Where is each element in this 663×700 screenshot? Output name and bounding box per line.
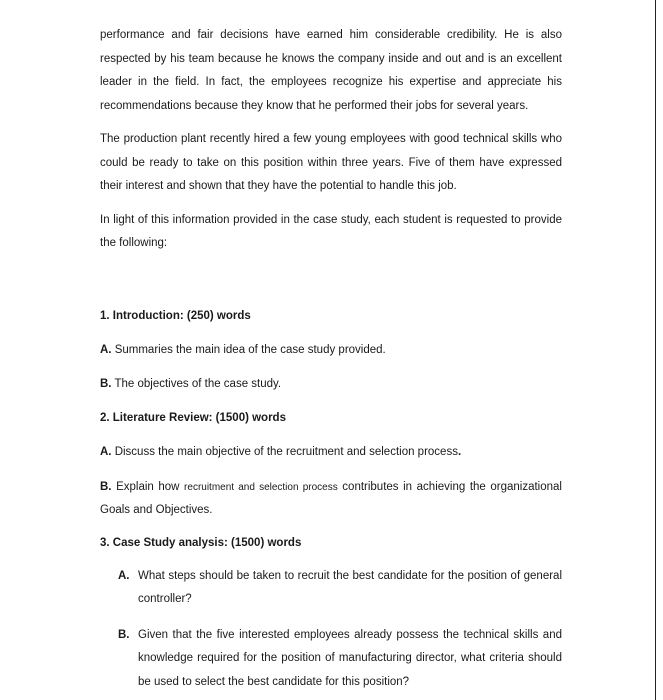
item-text: The objectives of the case study.: [111, 377, 282, 390]
item-text: Explain how: [111, 480, 185, 493]
item-label: A.: [118, 569, 130, 582]
item-text: Summaries the main idea of the case study provided.: [111, 343, 386, 356]
paragraph-credibility: performance and fair decisions have earned him considerable credibility. He is also respected by his team because he knows the company inside and out and is an excellent leader in the field. In fact, the employees recognize his expertise and appreciate his recommendations because they know that he performed their jobs for several years.: [100, 29, 562, 112]
intro-item-a: [100, 340, 562, 360]
item-text: contributes in achieving the organizational Goals and Objectives.: [100, 480, 562, 516]
item-label: B.: [100, 480, 112, 493]
literature-item-b: [100, 476, 562, 523]
heading-introduction: 1. Introduction: (250) words: [100, 309, 251, 322]
item-label: A.: [100, 343, 112, 356]
paragraph-new-hires: The production plant recently hired a few young employees with good technical skills who could be ready to take on this position within three years. Five of them have expressed their interest and shown that they have the potential to handle this job.: [100, 133, 562, 192]
item-text-small: recruitment and selection process: [184, 481, 338, 493]
item-text: Discuss the main objective of the recruitment and selection process: [111, 445, 458, 458]
literature-item-a: [100, 442, 562, 462]
heading-literature-review: 2. Literature Review: (1500) words: [100, 411, 286, 424]
item-label: B.: [118, 628, 130, 641]
intro-item-b: [100, 374, 562, 394]
analysis-item-a: [118, 565, 562, 612]
document-body: [100, 24, 562, 694]
paragraph-instructions: In light of this information provided in the case study, each student is requested to provide the following:: [100, 213, 562, 249]
item-text: Given that the five interested employees already possess the technical skills and knowledge required for the position of manufacturing director, what criteria should be used to select the best candidate for this position?: [138, 628, 562, 688]
item-label: B.: [100, 377, 112, 390]
analysis-item-b: [118, 624, 562, 695]
item-label: A.: [100, 445, 112, 458]
heading-case-study-analysis: 3. Case Study analysis: (1500) words: [100, 536, 302, 549]
item-end-punct: .: [457, 445, 462, 458]
item-text: What steps should be taken to recruit the best candidate for the position of general controller?: [138, 569, 562, 605]
